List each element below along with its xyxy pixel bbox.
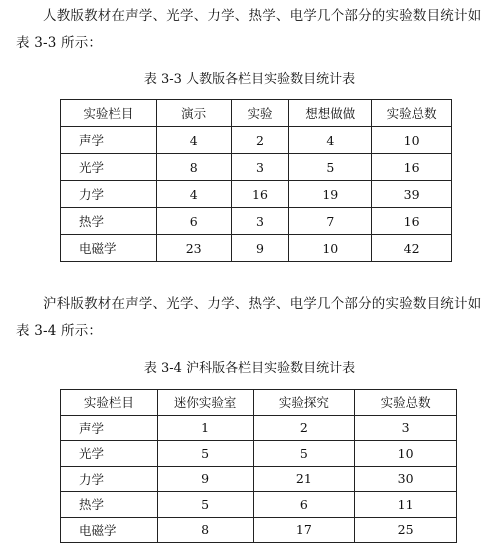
row-label-cell: 力学 xyxy=(61,466,158,492)
table-cell: 10 xyxy=(289,235,372,262)
table-header-row xyxy=(61,390,457,416)
table-row xyxy=(61,154,452,181)
column-header: 实验探究 xyxy=(253,390,355,416)
table-cell: 42 xyxy=(372,235,452,262)
column-header: 演示 xyxy=(156,100,231,127)
column-header: 实验栏目 xyxy=(61,390,158,416)
row-label-cell: 热学 xyxy=(61,208,157,235)
table-row xyxy=(61,127,452,154)
intro-paragraph-1: 人教版教材在声学、光学、力学、热学、电学几个部分的实验数目统计如表 3-3 所示： xyxy=(16,8,482,51)
table-cell: 7 xyxy=(289,208,372,235)
table-cell: 2 xyxy=(231,127,289,154)
table-cell: 16 xyxy=(372,154,452,181)
table-cell: 3 xyxy=(231,154,289,181)
table-cell: 2 xyxy=(253,415,355,441)
row-label-cell: 热学 xyxy=(61,492,158,518)
table-cell: 25 xyxy=(355,517,457,543)
column-header: 实验 xyxy=(231,100,289,127)
table-row xyxy=(61,517,457,543)
table-cell: 23 xyxy=(156,235,231,262)
intro-paragraph-2: 沪科版教材在声学、光学、力学、热学、电学几个部分的实验数目统计如表 3-4 所示： xyxy=(16,296,482,339)
table-row xyxy=(61,415,457,441)
table-row xyxy=(61,235,452,262)
table-row xyxy=(61,492,457,518)
table-cell: 6 xyxy=(156,208,231,235)
table-row xyxy=(61,208,452,235)
row-label-cell: 光学 xyxy=(61,154,157,181)
table-cell: 11 xyxy=(355,492,457,518)
table-cell: 5 xyxy=(289,154,372,181)
table-cell: 1 xyxy=(157,415,253,441)
table-cell: 4 xyxy=(289,127,372,154)
table-cell: 5 xyxy=(157,492,253,518)
table-cell: 9 xyxy=(231,235,289,262)
row-label-cell: 力学 xyxy=(61,181,157,208)
table-cell: 8 xyxy=(156,154,231,181)
table-cell: 6 xyxy=(253,492,355,518)
table-cell: 3 xyxy=(355,415,457,441)
row-label-cell: 电磁学 xyxy=(61,517,158,543)
row-label-cell: 声学 xyxy=(61,127,157,154)
table-3-4-caption: 表 3-4 沪科版各栏目实验数目统计表 xyxy=(143,361,356,376)
table-cell: 30 xyxy=(355,466,457,492)
table-3-3-caption: 表 3-3 人教版各栏目实验数目统计表 xyxy=(143,72,356,87)
table-cell: 4 xyxy=(156,127,231,154)
table-row xyxy=(61,441,457,467)
table-cell: 4 xyxy=(156,181,231,208)
table-cell: 10 xyxy=(372,127,452,154)
table-header-row xyxy=(61,100,452,127)
table-cell: 16 xyxy=(372,208,452,235)
row-label-cell: 电磁学 xyxy=(61,235,157,262)
table-cell: 5 xyxy=(253,441,355,467)
column-header: 实验总数 xyxy=(355,390,457,416)
column-header: 想想做做 xyxy=(289,100,372,127)
table-cell: 9 xyxy=(157,466,253,492)
table-cell: 5 xyxy=(157,441,253,467)
table-cell: 19 xyxy=(289,181,372,208)
table-cell: 16 xyxy=(231,181,289,208)
table-cell: 10 xyxy=(355,441,457,467)
table-cell: 17 xyxy=(253,517,355,543)
column-header: 实验总数 xyxy=(372,100,452,127)
column-header: 迷你实验室 xyxy=(157,390,253,416)
column-header: 实验栏目 xyxy=(61,100,157,127)
table-row xyxy=(61,181,452,208)
row-label-cell: 声学 xyxy=(61,415,158,441)
row-label-cell: 光学 xyxy=(61,441,158,467)
table-cell: 39 xyxy=(372,181,452,208)
table-3-4 xyxy=(60,389,457,543)
table-cell: 21 xyxy=(253,466,355,492)
table-3-3 xyxy=(60,99,452,262)
table-cell: 3 xyxy=(231,208,289,235)
table-cell: 8 xyxy=(157,517,253,543)
table-row xyxy=(61,466,457,492)
